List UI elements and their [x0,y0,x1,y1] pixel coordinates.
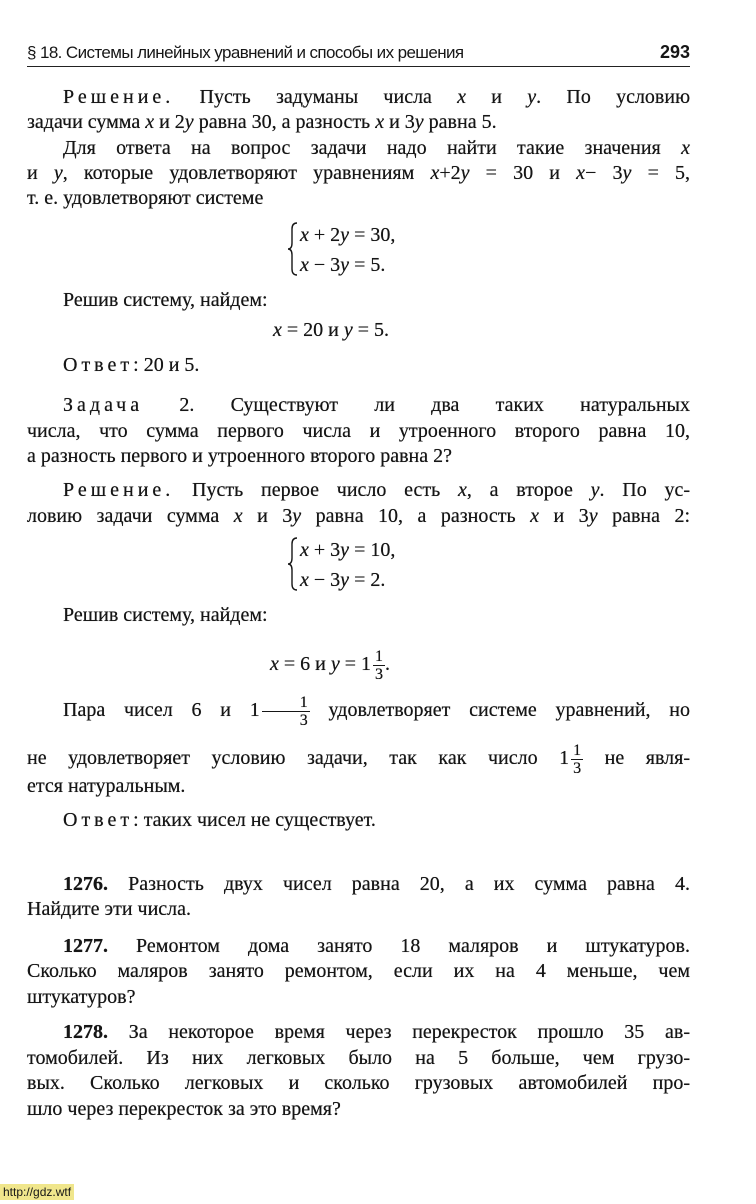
text-line: Найдите эти числа. [27,898,192,920]
fraction [262,694,310,729]
text-line: а разность первого и утроенного второго равна 2? [27,445,453,467]
text-line: x + 3y = 10, [300,539,396,561]
text-line: Ответ: таких чисел не существует. [63,809,376,831]
math-variable: y [343,319,353,341]
denominator: 3 [573,760,582,777]
math-variable: x [530,505,539,527]
math-variable: y [53,162,63,184]
text-line: т. е. удовлетворяют системе [27,187,264,209]
numerator: 1 [573,742,582,759]
math-variable: y [460,162,470,184]
math-variable: y [590,479,600,501]
text-line: 1277. Ремонтом дома занято 18 маляров и штукатуров. [63,935,690,957]
watermark[interactable]: http://gdz.wtf [0,1184,74,1200]
text-line: ловию задачи сумма x и 3y равна 10, а разность x и 3y равна 2: [27,505,691,527]
problem-number: 1278. [63,1021,108,1043]
problem-number: 1276. [63,873,108,895]
text-line: задачи сумма x и 2y равна 30, а разность x и 3y равна 5. [27,111,497,133]
denominator: 3 [375,666,384,683]
problem-number: 1277. [63,935,108,957]
text-line: Решение. Пусть задуманы числа x и y. По условию [63,86,691,108]
text-line: x = 6 и y = 1 $\frac{1}{3}$ . [270,648,391,683]
text-line: штукатуров? [27,986,136,1008]
text-line: x = 20 и y = 5. [273,319,390,341]
page-number: 293 [659,42,690,62]
system-brace-icon [287,536,299,592]
math-variable: x [458,479,467,501]
text-line: шло через перекресток за это время? [27,1098,341,1120]
math-variable: x [300,254,309,276]
math-variable: x [300,539,309,561]
running-header [27,40,690,67]
text-line: Ответ: 20 и 5. [63,354,200,376]
fraction [571,742,583,777]
spaced-label: Ответ [63,809,134,831]
math-variable: y [527,86,537,108]
math-variable: x [270,653,279,676]
math-variable: x [300,224,309,246]
math-variable: x [233,505,243,527]
math-variable: x [430,162,440,184]
math-variable: y [340,539,350,561]
text-line: 1278. За некоторое время через перекресток прошло 35 ав- [63,1021,690,1043]
text-line: Сколько маляров занято ремонтом, если их на 4 меньше, чем [27,960,690,982]
denominator: 3 [299,712,308,729]
text-line: Решив систему, найдем: [63,604,268,626]
math-variable: x [375,111,385,133]
math-variable: x [681,137,690,159]
text-line: Для ответа на вопрос задачи надо найти такие значения x [63,137,690,159]
text-line: Решив систему, найдем: [63,289,268,311]
text-line: x + 2y = 30, [300,224,396,246]
text-line: томобилей. Из них легковых было на 5 больше, чем грузо- [27,1047,690,1069]
math-variable: y [330,653,340,676]
spaced-label: Решение. [63,479,175,501]
section-title: § 18. Системы линейных уравнений и способы их решения [27,43,464,62]
system-brace-icon [287,221,299,277]
math-variable: y [588,505,598,527]
spaced-label: Решение. [63,86,175,108]
math-variable: x [457,86,467,108]
text-line: x − 3y = 2. [300,569,386,591]
text-line: ется натуральным. [27,775,186,797]
text-line: не удовлетворяет условию задачи, так как число 1 $\frac{1}{3}$ не явля- [27,742,690,777]
math-variable: y [340,224,350,246]
math-variable: x [273,319,282,341]
text-line: Задача 2. Существуют ли два таких натуральных [63,394,690,416]
text-line: Решение. Пусть первое число есть x, а второе y. По ус- [63,479,690,501]
text-line: числа, что сумма первого числа и утроенного второго равна 10, [27,420,690,442]
math-variable: x [300,569,309,591]
math-variable: y [292,505,302,527]
spaced-label: Задача [63,394,144,416]
fraction [373,648,385,683]
math-variable: y [622,162,632,184]
math-variable: y [184,111,194,133]
text-line: x − 3y = 5. [300,254,386,276]
math-variable: y [414,111,424,133]
text-line: вых. Сколько легковых и сколько грузовых автомобилей про- [27,1072,690,1094]
text-line: и y, которые удовлетворяют уравнениям x+2y = 30 и x− 3y = 5, [27,162,691,184]
numerator: 1 [375,648,384,665]
math-variable: y [340,569,350,591]
text-line: 1276. Разность двух чисел равна 20, а их сумма равна 4. [63,873,690,895]
math-variable: x [145,111,155,133]
math-variable: x [576,162,586,184]
spaced-label: Ответ [63,354,134,376]
numerator: 1 [262,694,310,712]
math-variable: y [340,254,350,276]
text-line: Пара чисел 6 и 1 $\frac{1}{3}$ удовлетворяет системе уравнений, но [63,694,690,729]
